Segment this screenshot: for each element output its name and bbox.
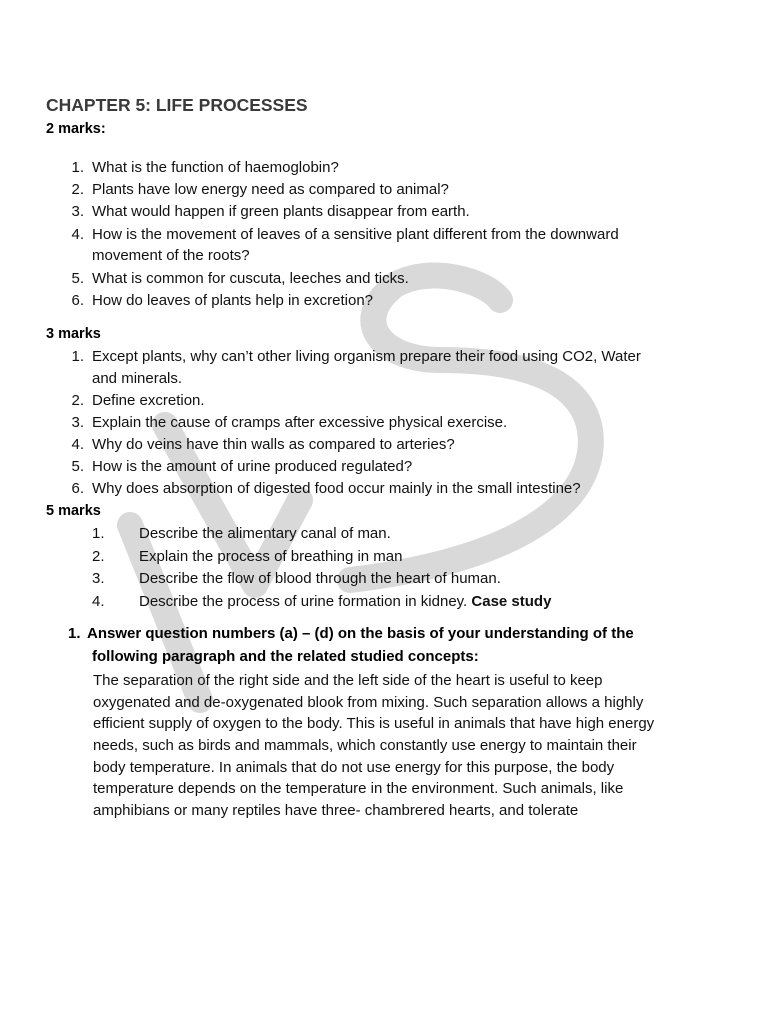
section-heading-5-marks: 5 marks (46, 503, 101, 519)
case-study-paragraph-line: efficient supply of oxygen to the body. This is useful in animals that have high energy (93, 715, 655, 732)
list-item: How is the movement of leaves of a sensitive plant different from the downward (92, 226, 619, 243)
list-number: 4. (71, 226, 84, 243)
list-item: Describe the flow of blood through the heart of human. (139, 570, 501, 587)
list-number: 2. (92, 548, 105, 565)
list-item: What is the function of haemoglobin? (92, 159, 339, 176)
list-item-continuation: and minerals. (92, 370, 183, 387)
list-number: 2. (71, 181, 84, 198)
list-number: 1. (71, 159, 84, 176)
case-study-paragraph-line: body temperature. In animals that do not use energy for this purpose, the body (93, 759, 615, 776)
list-item: How is the amount of urine produced regulated? (92, 458, 413, 475)
list-number: 3. (71, 203, 84, 220)
list-number: 2. (71, 392, 84, 409)
list-item: Explain the process of breathing in man (139, 548, 403, 565)
list-number: 5. (71, 458, 84, 475)
list-number: 4. (71, 436, 84, 453)
list-item: Plants have low energy need as compared to animal? (92, 181, 449, 198)
chapter-title: CHAPTER 5: LIFE PROCESSES (46, 95, 308, 115)
list-number: 3. (92, 570, 105, 587)
case-study-question: Answer question numbers (a) – (d) on the basis of your understanding of the (87, 625, 634, 642)
list-item-continuation: movement of the roots? (92, 247, 250, 264)
list-item: What is common for cuscuta, leeches and ticks. (92, 270, 409, 287)
case-study-paragraph-line: oxygenated and de-oxygenated blook from mixing. Such separation allows a highly (93, 694, 644, 711)
list-item: Why does absorption of digested food occur mainly in the small intestine? (92, 480, 581, 497)
case-study-paragraph-line: needs, such as birds and mammals, which constantly use energy to maintain their (93, 737, 637, 754)
list-item-text: Describe the process of urine formation in kidney. (139, 593, 468, 610)
list-number: 5. (71, 270, 84, 287)
case-study-paragraph-line: temperature depends on the temperature in the environment. Such animals, like (93, 780, 624, 797)
list-item: Why do veins have thin walls as compared to arteries? (92, 436, 455, 453)
section-heading-2-marks: 2 marks: (46, 121, 106, 137)
case-study-question-number: 1. (68, 625, 81, 642)
case-study-question-continuation: following paragraph and the related studied concepts: (92, 648, 479, 665)
list-item: What would happen if green plants disappear from earth. (92, 203, 470, 220)
list-item: Describe the alimentary canal of man. (139, 525, 391, 542)
list-item: Explain the cause of cramps after excessive physical exercise. (92, 414, 508, 431)
list-item-with-label (139, 593, 551, 610)
list-number: 3. (71, 414, 84, 431)
section-heading-3-marks: 3 marks (46, 326, 101, 342)
case-study-label: Case study (471, 593, 552, 610)
case-study-paragraph-line: The separation of the right side and the left side of the heart is useful to keep (93, 672, 603, 689)
list-item: Except plants, why can’t other living organism prepare their food using CO2, Water (92, 348, 641, 365)
list-number: 6. (71, 292, 84, 309)
list-item: Define excretion. (92, 392, 205, 409)
list-number: 4. (92, 593, 105, 610)
list-item: How do leaves of plants help in excretion? (92, 292, 374, 309)
list-number: 6. (71, 480, 84, 497)
list-number: 1. (71, 348, 84, 365)
list-number: 1. (92, 525, 105, 542)
case-study-paragraph-line: amphibians or many reptiles have three- chambrered hearts, and tolerate (93, 802, 579, 819)
